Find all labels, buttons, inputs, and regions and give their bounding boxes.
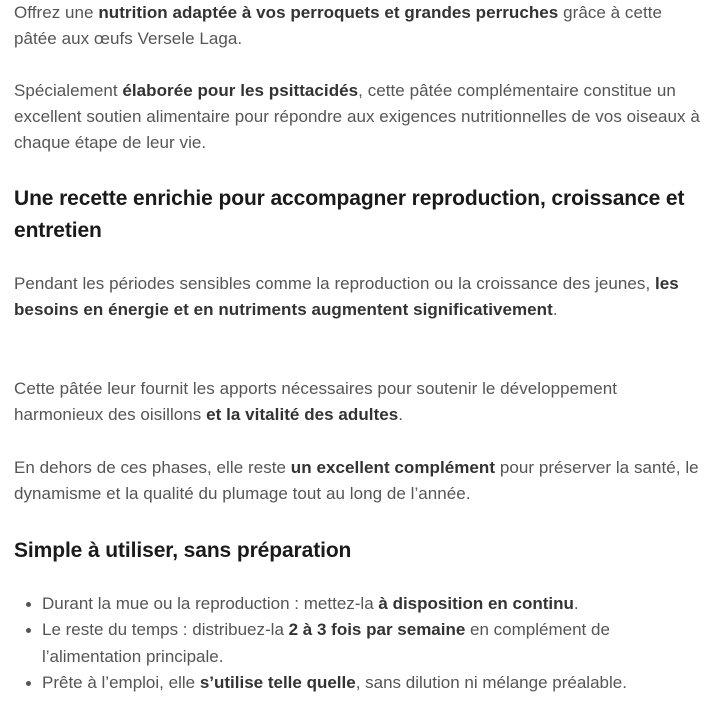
specialty-text-1: Spécialement — [14, 81, 123, 100]
specialty-paragraph — [14, 78, 704, 156]
bullet-text-1: Prête à l’emploi, elle — [42, 672, 200, 692]
intro-bold: nutrition adaptée à vos perroquets et grandes perruches — [98, 3, 559, 22]
intro-text-2: grâce à cette pâtée aux œufs Versele Laga. — [14, 3, 663, 48]
usage-list — [14, 591, 704, 696]
list-item — [14, 591, 704, 617]
complement-paragraph — [14, 455, 704, 507]
development-bold: et la vitalité des adultes — [206, 405, 399, 424]
needs-bold: les besoins en énergie et en nutriments augmentent significativement — [14, 274, 679, 319]
bullet-bold: à disposition en continu — [378, 594, 574, 613]
bullet-bold: 2 à 3 fois par semaine — [288, 620, 466, 640]
list-item — [14, 617, 704, 670]
development-text-1: Cette pâtée leur fournit les apports nécessaires pour soutenir le développement harmonieux des oisillons — [14, 379, 618, 424]
recipe-heading: Une recette enrichie pour accompagner reproduction, croissance et entretien — [14, 187, 685, 242]
needs-text-1: Pendant les périodes sensibles comme la reproduction ou la croissance des jeunes, — [14, 274, 656, 293]
bullet-text-2: , sans dilution ni mélange préalable. — [355, 672, 627, 692]
bullet-text-1: Durant la mue ou la reproduction : mettez-la — [42, 594, 379, 613]
needs-paragraph — [14, 271, 704, 323]
complement-text-2: pour préserver la santé, le dynamisme et la qualité du plumage tout au long de l’année. — [14, 458, 699, 503]
usage-heading: Simple à utiliser, sans préparation — [14, 539, 352, 562]
bullet-bold: s’utilise telle quelle — [199, 672, 356, 692]
list-item — [14, 670, 704, 696]
bullet-text-1: Le reste du temps : distribuez-la — [42, 620, 289, 640]
development-paragraph — [14, 376, 704, 428]
complement-text-1: En dehors de ces phases, elle reste — [14, 458, 291, 477]
specialty-text-2: , cette pâtée complémentaire constitue un excellent soutien alimentaire pour répondre aux exigences nutritionnelles de vos oiseaux à chaque étape de leur vie. — [14, 81, 700, 152]
intro-paragraph — [14, 0, 704, 52]
intro-text-1: Offrez une — [14, 3, 99, 22]
needs-text-2: . — [552, 300, 558, 319]
specialty-bold: élaborée pour les psittacidés — [122, 81, 359, 100]
complement-bold: un excellent complément — [290, 458, 496, 477]
bullet-text-2: en complément de l’alimentation principale. — [42, 620, 610, 666]
bullet-text-2: . — [573, 594, 579, 613]
development-text-2: . — [398, 405, 404, 424]
